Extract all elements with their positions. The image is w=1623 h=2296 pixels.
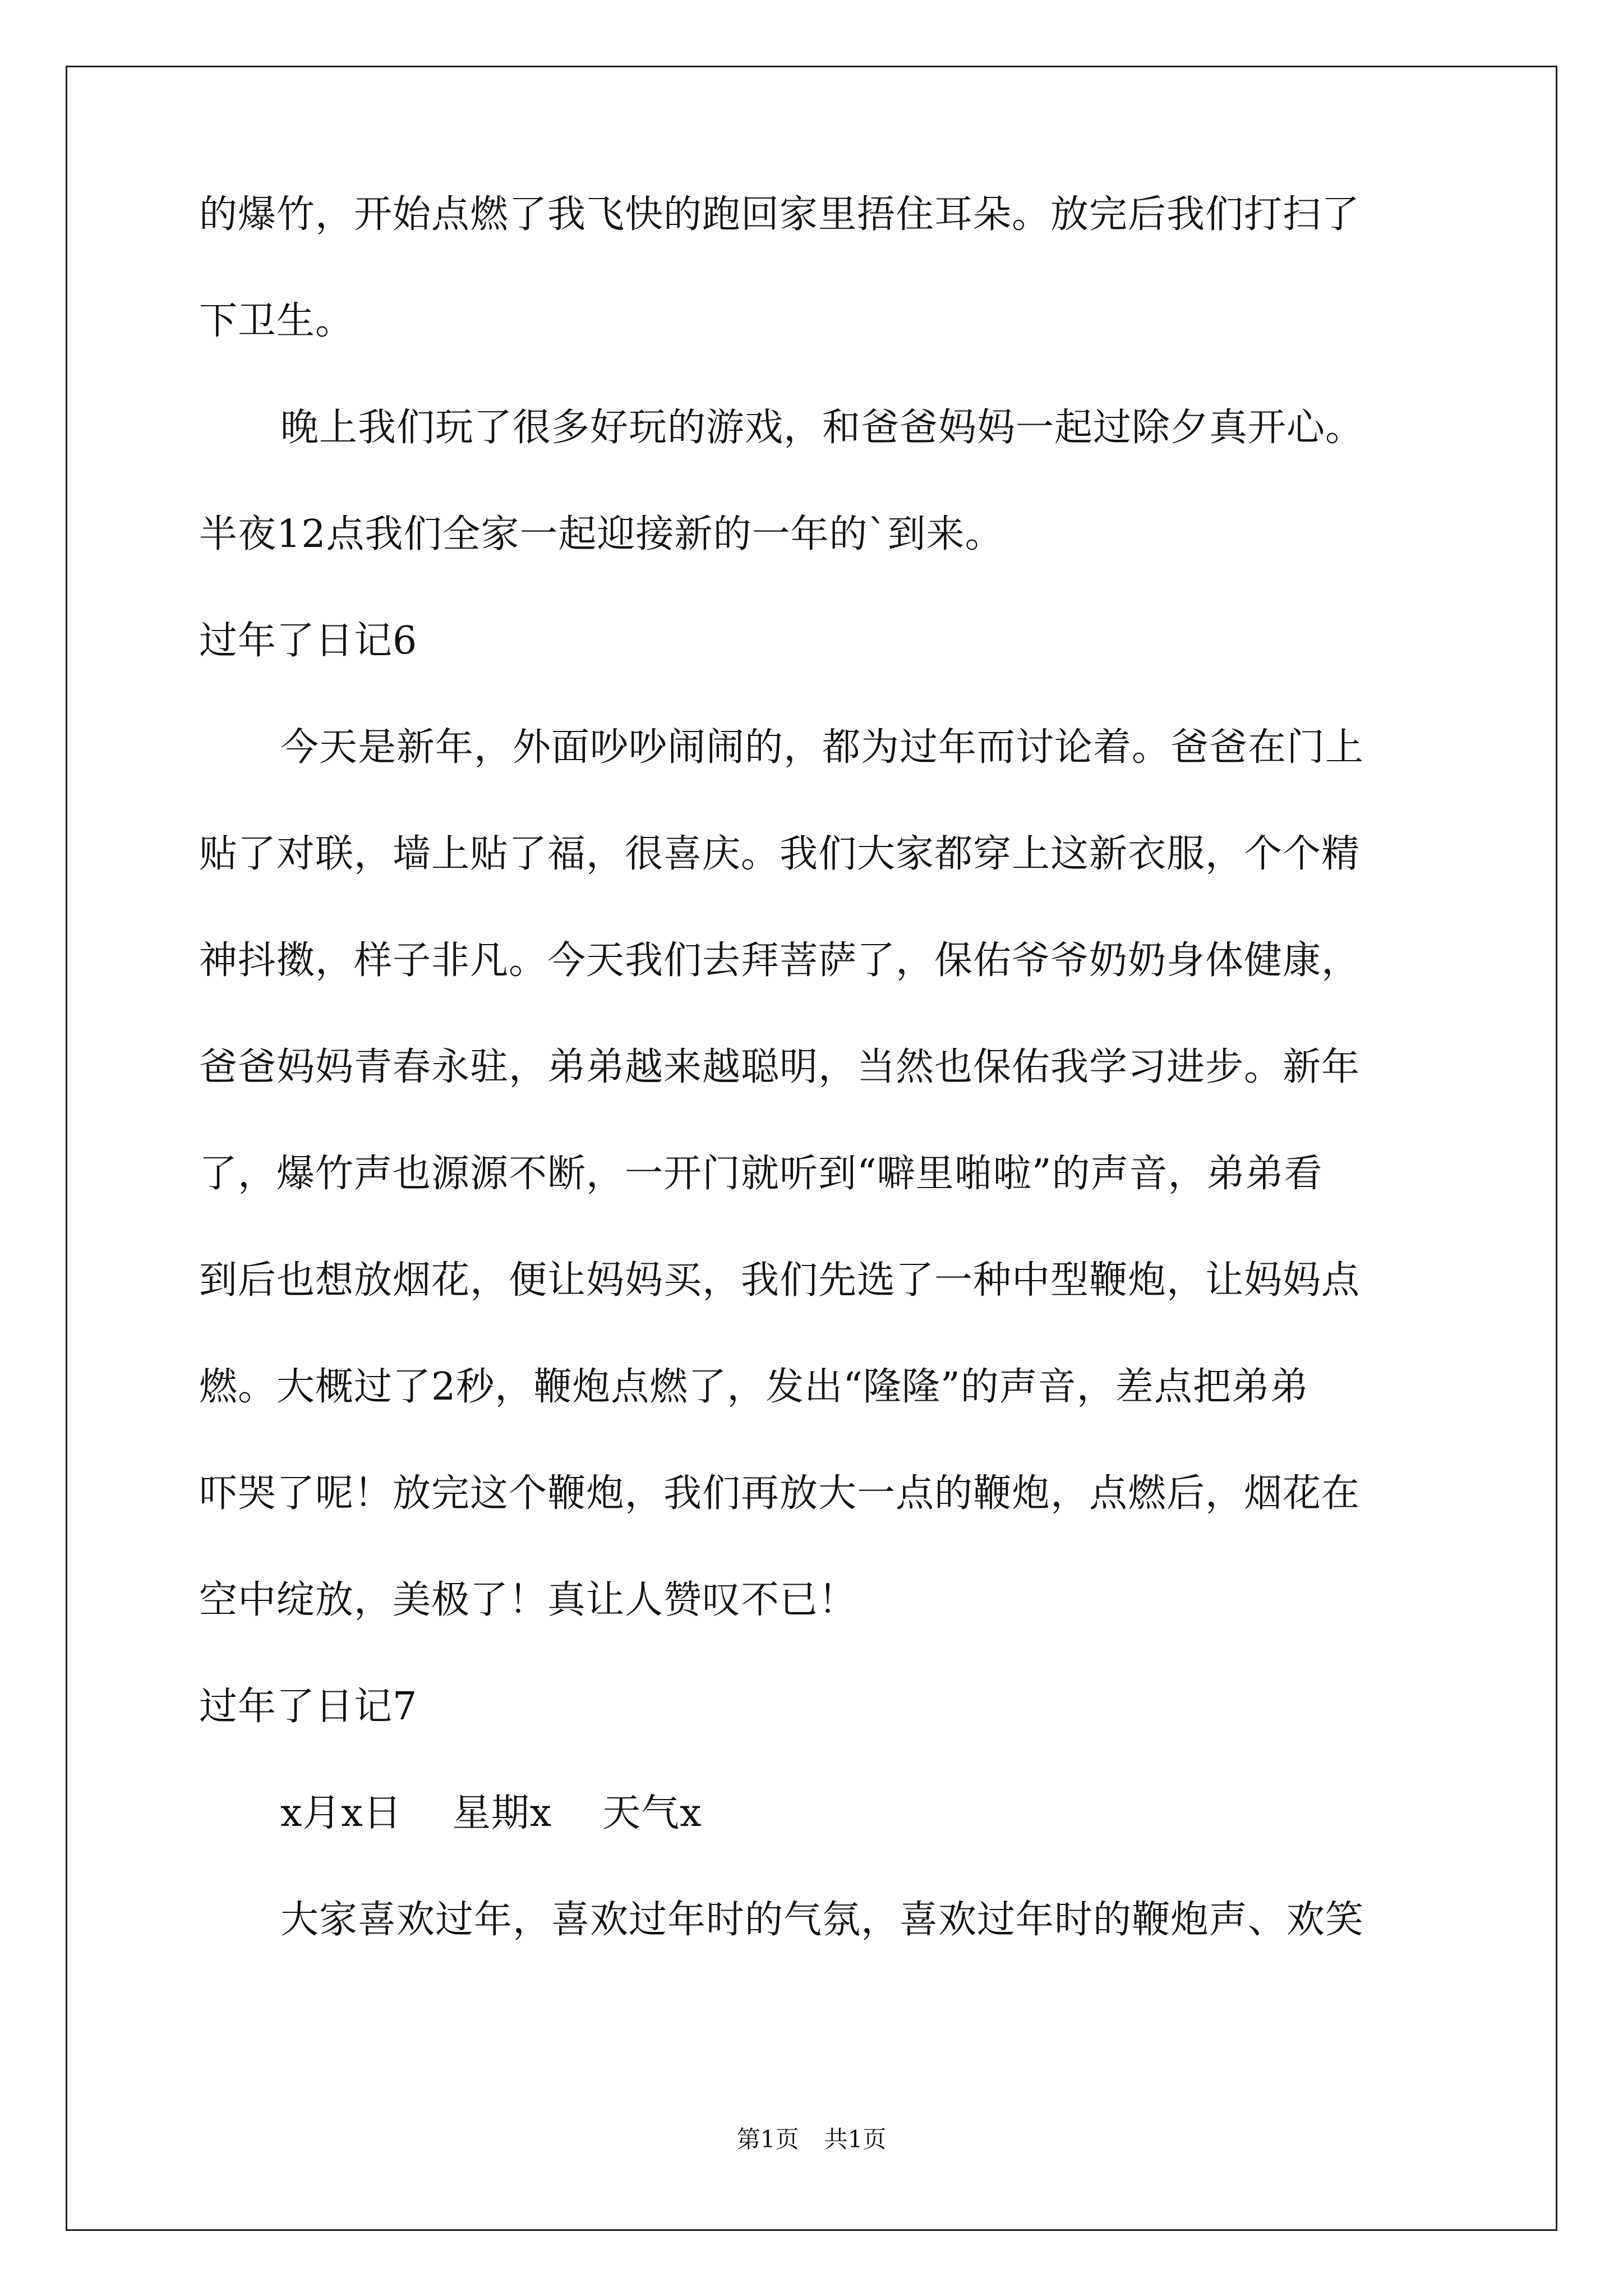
page-footer	[0, 2124, 1623, 2155]
text-line: 爸爸妈妈青春永驻，弟弟越来越聪明，当然也保佑我学习进步。新年	[199, 1045, 1361, 1089]
diary-weekday: 星期x	[452, 1791, 552, 1835]
text-line: 半夜12点我们全家一起迎接新的一年的`到来。	[199, 512, 1004, 556]
section-heading: 过年了日记6	[199, 619, 418, 663]
section-heading: 过年了日记7	[199, 1685, 418, 1729]
text-line: 神抖擞，样子非凡。今天我们去拜菩萨了，保佑爷爷奶奶身体健康，	[199, 938, 1361, 983]
date-line	[280, 1788, 702, 1839]
text-line: 到后也想放烟花，便让妈妈买，我们先选了一种中型鞭炮，让妈妈点	[199, 1258, 1361, 1303]
text-line: 贴了对联，墙上贴了福，很喜庆。我们大家都穿上这新衣服，个个精	[199, 832, 1361, 876]
text-line: 今天是新年，外面吵吵闹闹的，都为过年而讨论着。爸爸在门上	[280, 725, 1364, 770]
text-line: 下卫生。	[199, 299, 354, 343]
page-number: 第1页	[736, 2125, 799, 2153]
text-line: 晚上我们玩了很多好玩的游戏，和爸爸妈妈一起过除夕真开心。	[280, 406, 1364, 450]
total-pages: 共1页	[824, 2125, 887, 2153]
text-line: 吓哭了呢！放完这个鞭炮，我们再放大一点的鞭炮，点燃后，烟花在	[199, 1471, 1361, 1516]
text-line: 空中绽放，美极了！真让人赞叹不已！	[199, 1578, 857, 1622]
diary-date: x月x日	[280, 1791, 402, 1835]
text-line: 大家喜欢过年，喜欢过年时的气氛，喜欢过年时的鞭炮声、欢笑	[280, 1898, 1364, 1942]
text-line: 了，爆竹声也源源不断，一开门就听到“噼里啪啦”的声音，弟弟看	[199, 1152, 1323, 1196]
text-line: 的爆竹，开始点燃了我飞快的跑回家里捂住耳朵。放完后我们打扫了	[199, 192, 1361, 237]
text-line: 燃。大概过了2秒，鞭炮点燃了，发出“隆隆”的声音，差点把弟弟	[199, 1365, 1309, 1409]
diary-weather: 天气x	[602, 1791, 702, 1835]
